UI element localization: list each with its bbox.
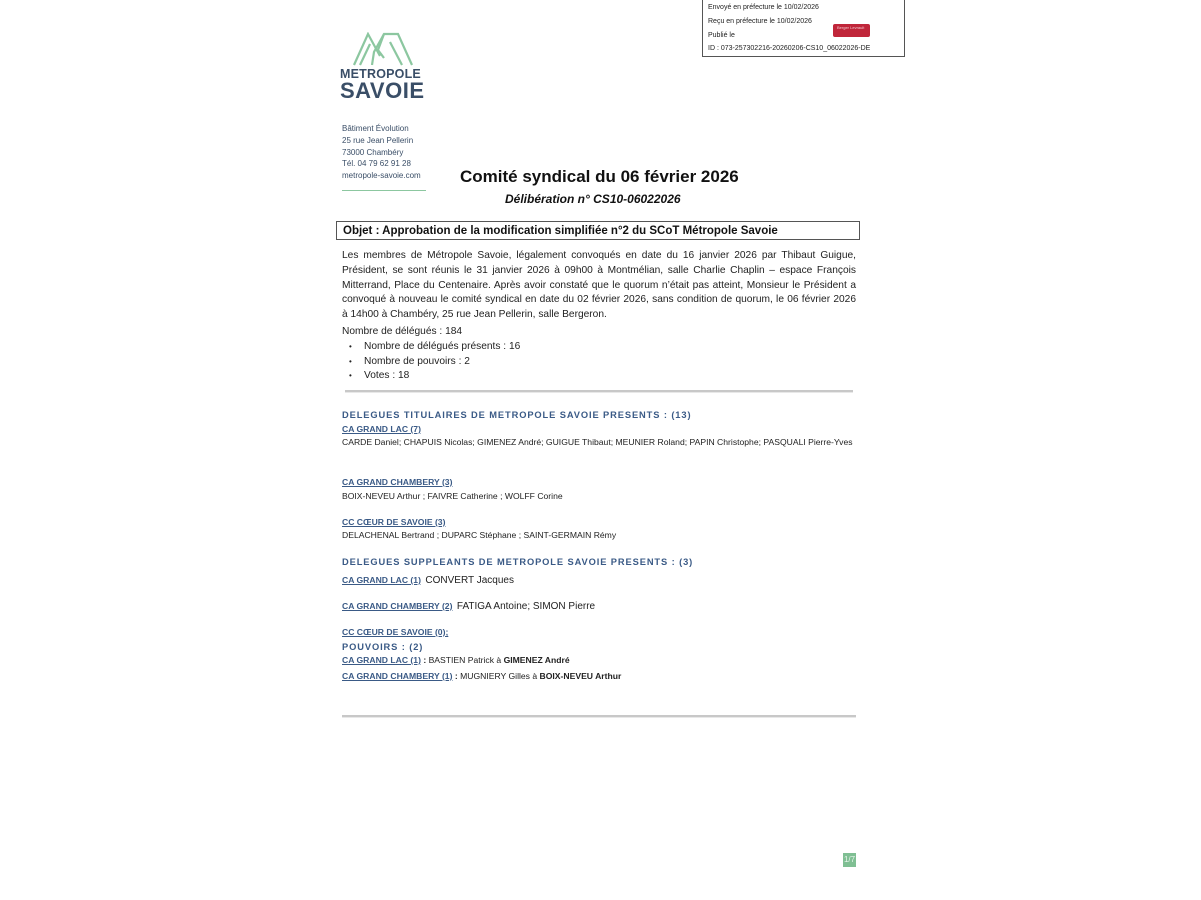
berger-levrault-logo: Berger Levrault [833, 24, 870, 37]
pouvoir-row [342, 655, 570, 665]
suppleant-row [342, 622, 448, 640]
stats-item: • Nombre de délégués présents : 16 [342, 340, 520, 355]
pouvoir-sep: : [420, 655, 429, 665]
mountain-logo-icon [340, 32, 430, 66]
group-members: CARDE Daniel; CHAPUIS Nicolas; GIMENEZ André; GUIGUE Thibaut; MEUNIER Roland; PAPIN Christophe; PASQUALI Pierre-Yves [342, 437, 853, 447]
metropole-savoie-logo [340, 32, 430, 101]
stamp-sent: Envoyé en préfecture le 10/02/2026 [708, 4, 819, 11]
group-members: CONVERT Jacques [425, 575, 514, 586]
suppleants-heading: DELEGUES SUPPLEANTS DE METROPOLE SAVOIE PRESENTS : (3) [342, 557, 694, 567]
pouvoir-row [342, 671, 621, 681]
address-divider [342, 190, 426, 191]
section-divider [345, 390, 853, 393]
address-building: Bâtiment Évolution [342, 124, 409, 133]
pouvoir-from: BASTIEN Patrick à [428, 655, 504, 665]
group-name: CA GRAND LAC (7) [342, 424, 421, 434]
address-web: metropole-savoie.com [342, 171, 421, 181]
suppleant-row [342, 570, 514, 588]
logo-line-2: SAVOIE [340, 78, 425, 103]
group-name: CA GRAND CHAMBERY (2) [342, 601, 453, 611]
deliberation-number: Délibération n° CS10-06022026 [505, 192, 681, 206]
delegate-stats [342, 325, 520, 384]
address-block [342, 123, 421, 182]
group-name: CC CŒUR DE SAVOIE (0); [342, 627, 449, 637]
prefecture-stamp [702, 0, 905, 57]
group-name: CA GRAND CHAMBERY (3) [342, 477, 453, 487]
stamp-id: ID : 073-257302216-20260206-CS10_06022026-DE [708, 45, 871, 52]
objet-box: Objet : Approbation de la modification simplifiée n°2 du SCoT Métropole Savoie [336, 221, 860, 240]
page-title: Comité syndical du 06 février 2026 [460, 167, 739, 186]
group-members: BOIX-NEVEU Arthur ; FAIVRE Catherine ; WOLFF Corine [342, 491, 563, 501]
address-city: 73000 Chambéry [342, 147, 404, 157]
suppleant-row [342, 596, 595, 614]
address-street: 25 rue Jean Pellerin [342, 135, 414, 145]
intro-paragraph: Les membres de Métropole Savoie, légalement convoqués en date du 16 janvier 2026 par Thibaut Guigue, Président, se sont réunis le 31 janvier 2026 à 09h00 à Montmélian, salle Charlie Chaplin – espace François Mitterrand, Place du Centenaire. Après avoir constaté que le quorum n’était pas atteint, Monsieur le Président a convoqué à nouveau le comité syndical en date du 02 février 2026, sans condition de quorum, le 06 février 2026 à 14h00 à Chambéry, 25 rue Jean Pellerin, salle Bergeron. [342, 250, 856, 321]
group-name: CC CŒUR DE SAVOIE (3) [342, 517, 446, 527]
pouvoirs-heading: POUVOIRS : (2) [342, 642, 424, 652]
stats-item: • Votes : 18 [342, 369, 520, 384]
footer-divider [342, 715, 856, 718]
delegates-count: Nombre de délégués : 184 [342, 326, 463, 337]
group-members: DELACHENAL Bertrand ; DUPARC Stéphane ; SAINT-GERMAIN Rémy [342, 530, 617, 540]
group-name: CA GRAND CHAMBERY (1) [342, 671, 453, 681]
address-phone: Tél. 04 79 62 91 28 [342, 159, 411, 169]
pouvoir-sep: : [452, 671, 461, 681]
group-name: CA GRAND LAC (1) [342, 575, 421, 585]
page-number: 1/7 [843, 853, 856, 867]
titulaires-heading: DELEGUES TITULAIRES DE METROPOLE SAVOIE PRESENTS : (13) [342, 410, 692, 420]
stats-item: • Nombre de pouvoirs : 2 [342, 355, 520, 370]
logo-line-1: METROPOLE [340, 67, 421, 81]
group-name: CA GRAND LAC (1) [342, 655, 421, 665]
stamp-published: Publié le [708, 32, 735, 39]
pouvoir-to: GIMENEZ André [503, 655, 570, 665]
group-members: FATIGA Antoine; SIMON Pierre [456, 601, 596, 612]
stamp-received: Reçu en préfecture le 10/02/2026 [708, 18, 812, 25]
pouvoir-to: BOIX-NEVEU Arthur [539, 671, 622, 681]
pouvoir-from: MUGNIERY Gilles à [460, 671, 540, 681]
